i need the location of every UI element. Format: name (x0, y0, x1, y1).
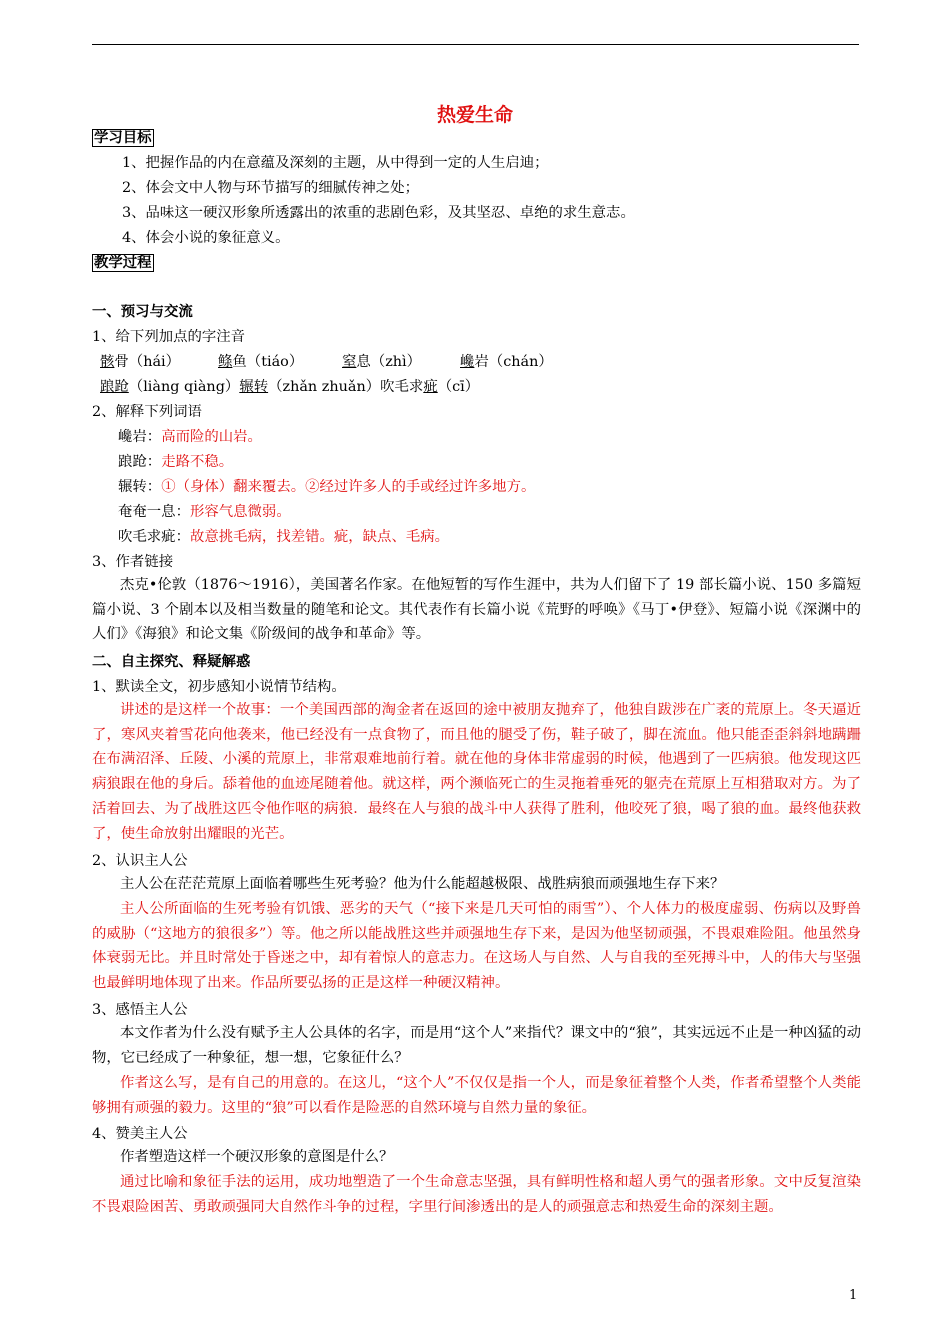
pinyin-item: 鲦鱼（tiáo） (218, 354, 304, 370)
section-goals-label: 学习目标 (94, 130, 152, 146)
pinyin-item: 骸骨（hái） (100, 354, 181, 370)
part1-question-3: 3、作者链接 (92, 554, 174, 570)
question-text-4: 作者塑造这样一个硬汉形象的意图是什么？ (120, 1149, 394, 1165)
part2-heading: 二、自主探究、释疑解惑 (92, 654, 251, 670)
part1-question-1: 1、给下列加点的字注音 (92, 329, 246, 345)
header-rule (92, 44, 859, 45)
goal-item: 2、体会文中人物与环节描写的细腻传神之处； (122, 180, 419, 196)
part1-question-2: 2、解释下列词语 (92, 404, 202, 420)
definition-item: 辗转：①（身体）翻来覆去。②经过许多人的手或经过许多地方。 (118, 479, 536, 495)
goal-item: 1、把握作品的内在意蕴及深刻的主题，从中得到一定的人生启迪； (122, 155, 549, 171)
part2-question-2: 2、认识主人公 (92, 853, 188, 869)
pinyin-row-2: 踉跄（liàng qiàng）辗转（zhǎn zhuǎn）吹毛求疵（cī） (100, 379, 480, 395)
pinyin-item: 窒息（zhì） (342, 354, 422, 370)
pinyin-item: 巉岩（chán） (460, 354, 553, 370)
goal-item: 4、体会小说的象征意义。 (122, 230, 290, 246)
author-paragraph: 杰克•伦敦（1876～1916），美国著名作家。在他短暂的写作生涯中，共为人们留下了 19 部长篇小说、150 多篇短篇小说、3 个剧本以及相当数量的随笔和论文。其代表作有长篇小说《荒野的呼唤》《马丁•伊登》、短篇小说《深渊中的人们》《海狼》和论文集《阶级间的战争和革命》等。 (92, 577, 861, 643)
question-text-2: 主人公在茫茫荒原上面临着哪些生死考验？他为什么能超越极限、战胜病狼而顽强地生存下来？ (120, 876, 725, 892)
answer-paragraph-3: 作者这么写，是有自己的用意的。在这儿，“这个人”不仅仅是指一个人，而是象征着整个人类，作者希望整个人类能够拥有顽强的毅力。这里的“狼”可以看作是险恶的自然环境与自然力量的象征。 (92, 1075, 861, 1116)
definition-item: 吹毛求疵：故意挑毛病，找差错。疵，缺点、毛病。 (118, 529, 450, 545)
answer-paragraph-4: 通过比喻和象征手法的运用，成功地塑造了一个生命意志坚强，具有鲜明性格和超人勇气的强者形象。文中反复渲染不畏艰险困苦、勇敢顽强同大自然作斗争的过程，字里行间渗透出的是人的顽强意志和热爱生命的深刻主题。 (92, 1174, 861, 1215)
part2-question-4: 4、赞美主人公 (92, 1126, 188, 1142)
definition-item: 巉岩：高而险的山岩。 (118, 429, 262, 445)
page-number: 1 (849, 1288, 858, 1303)
part2-question-3: 3、感悟主人公 (92, 1002, 188, 1018)
definition-item: 奄奄一息：形容气息微弱。 (118, 504, 291, 520)
part2-question-1: 1、默读全文，初步感知小说情节结构。 (92, 679, 346, 695)
answer-paragraph-2: 主人公所面临的生死考验有饥饿、恶劣的天气（“接下来是几天可怕的雨雪”）、个人体力的极度虚弱、伤病以及野兽的威胁（“这地方的狼很多”）等。他之所以能战胜这些并顽强地生存下来，是因为他坚韧顽强，不畏艰难险阻。他虽然身体衰弱无比。并且时常处于昏迷之中，却有着惊人的意志力。在这场人与自然、人与自我的至死搏斗中，人的伟大与坚强也最鲜明地体现了出来。作品所要弘扬的正是这样一种硬汉精神。 (92, 901, 861, 992)
part1-heading: 一、预习与交流 (92, 304, 193, 320)
section-process-label: 教学过程 (94, 255, 152, 271)
definition-item: 踉跄：走路不稳。 (118, 454, 234, 470)
goal-item: 3、品味这一硬汉形象所透露出的浓重的悲剧色彩，及其坚忍、卓绝的求生意志。 (122, 205, 635, 221)
page-title: 热爱生命 (436, 104, 513, 126)
answer-paragraph-1: 讲述的是这样一个故事：一个美国西部的淘金者在返回的途中被朋友抛弃了，他独自跋涉在广袤的荒原上。冬天逼近了，寒风夹着雪花向他袭来，他已经没有一点食物了，而且他的腿受了伤，鞋子破了，脚在流血。他只能歪歪斜斜地蹒跚在布满沼泽、丘陵、小溪的荒原上，非常艰难地前行着。就在他的身体非常虚弱的时候，他遇到了一匹病狼。他发现这匹病狼跟在他的身后。舔着他的血迹尾随着他。就这样，两个濒临死亡的生灵拖着垂死的躯壳在荒原上互相猎取对方。为了活着回去、为了战胜这匹令他作呕的病狼．最终在人与狼的战斗中人获得了胜利，他咬死了狼，喝了狼的血。最终他获救了，使生命放射出耀眼的光芒。 (92, 702, 861, 842)
question-text-3: 本文作者为什么没有赋予主人公具体的名字，而是用“这个人”来指代？课文中的“狼”，其实远远不止是一种凶猛的动物，它已经成了一种象征，想一想，它象征什么？ (92, 1025, 861, 1066)
